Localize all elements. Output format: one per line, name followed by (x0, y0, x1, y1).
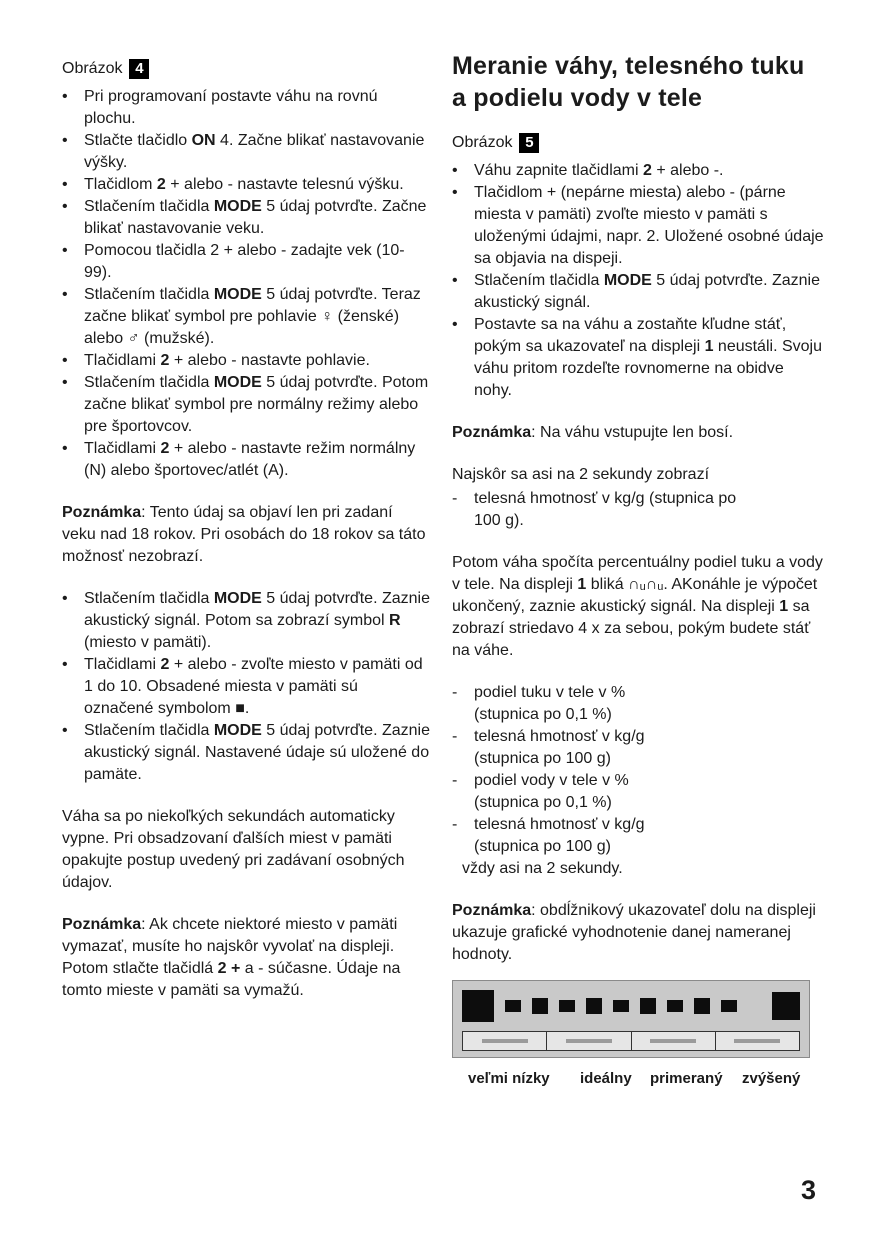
list-item (452, 314, 826, 402)
display-indicator-graphic (452, 980, 810, 1058)
list-item-text: Váhu zapnite tlačidlami 2 + alebo -. (474, 162, 724, 179)
list-item (452, 160, 826, 182)
list-item-text (474, 814, 826, 858)
list-item (62, 240, 430, 284)
bullet-marker: • (62, 722, 68, 739)
list-item (62, 86, 430, 130)
page-title-line1: Meranie váhy, telesného tuku (452, 52, 805, 80)
list-item-text: Postavte sa na váhu a zostaňte kľudne stáť, pokým sa ukazovateľ na displeji 1 neustáli. Svoju váhu pritom rozdeľte rovnomerne na obidve nohy. (474, 316, 822, 399)
list-item-text: Stlačením tlačidla MODE 5 údaj potvrďte. Začne blikať nastavovanie veku. (84, 198, 427, 237)
page-title-line2: a podielu vody v tele (452, 84, 703, 112)
list-item (452, 682, 826, 726)
bullet-marker: • (62, 590, 68, 607)
list-item-line2: 100 g). (474, 512, 524, 529)
list-item (452, 270, 826, 314)
list-item-text (474, 726, 826, 770)
bullet-marker: • (62, 176, 68, 193)
bullet-marker: • (62, 374, 68, 391)
figure-number-badge: 5 (519, 133, 539, 153)
illegible-text (566, 1039, 612, 1043)
bullet-marker: • (62, 352, 68, 369)
list-item (62, 174, 430, 196)
caption-label: zvýšený (742, 1070, 801, 1087)
left-column (62, 58, 430, 1002)
dash-marker: - (452, 684, 458, 701)
list-item (452, 488, 826, 532)
segment-block-icon (532, 998, 548, 1014)
scale-cell (547, 1032, 631, 1050)
calculation-paragraph: Potom váha spočíta percentuálny podiel tuku a vody v tele. Na displeji 1 bliká ∩ᵤ∩ᵤ. AKonáhle je výpočet ukončený, zaznie akustický signál. Na displeji 1 sa zobrazí striedavo 4 x za sebou, pokým budete stáť na váhe. (452, 554, 823, 659)
list-item-text (474, 488, 826, 532)
bullet-marker: • (62, 132, 68, 149)
caption-label: ideálny (580, 1070, 632, 1087)
page-number: 3 (800, 1175, 816, 1205)
list-item (62, 720, 430, 786)
weight-display-list (452, 488, 826, 532)
segment-block-icon (613, 1000, 629, 1012)
bullet-marker: • (452, 316, 458, 333)
segment-block-icon (721, 1000, 737, 1012)
list-item (452, 182, 826, 270)
list-item-line2: (stupnica po 100 g) (474, 750, 611, 767)
list-item-text: Stlačením tlačidla MODE 5 údaj potvrďte. Zaznie akustický signál. (474, 272, 820, 311)
results-list-tail: vždy asi na 2 sekundy. (462, 860, 623, 877)
scale-cell (463, 1032, 547, 1050)
bullet-marker: • (452, 184, 458, 201)
note-paragraph: Poznámka: Ak chcete niektoré miesto v pamäti vymazať, musíte ho najskôr vyvolať na displeji. Potom stlačte tlačidlá 2 + a - súčasne. Údaje na tomto mieste v pamäti sa vymažú. (62, 916, 401, 999)
list-item-text: Stlačením tlačidla MODE 5 údaj potvrďte. Teraz začne blikať symbol pre pohlavie ♀ (ženské) alebo ♂ (mužské). (84, 286, 421, 347)
list-item (452, 814, 826, 858)
segment-block-icon (667, 1000, 683, 1012)
caption-label: veľmi nízky (468, 1070, 550, 1087)
figure-number-badge: 4 (129, 59, 149, 79)
memory-steps-list (62, 588, 430, 786)
list-item (62, 654, 430, 720)
measurement-steps-list (452, 160, 826, 402)
results-list (452, 682, 826, 880)
graphic-caption (452, 1068, 826, 1088)
list-item-text: Pri programovaní postavte váhu na rovnú plochu. (84, 88, 378, 127)
list-item-line1: podiel tuku v tele v % (474, 684, 626, 701)
right-column (452, 50, 826, 1088)
segment-block-icon (772, 992, 800, 1020)
list-item-text: Stlačte tlačidlo ON 4. Začne blikať nastavovanie výšky. (84, 132, 425, 171)
list-item-line1: telesná hmotnosť v kg/g (474, 728, 645, 745)
list-item-text: Pomocou tlačidla 2 + alebo - zadajte vek (10-99). (84, 242, 405, 281)
segment-block-icon (505, 1000, 521, 1012)
note-paragraph: Poznámka: Na váhu vstupujte len bosí. (452, 424, 734, 441)
figure-reference-5 (452, 132, 826, 154)
auto-off-paragraph: Váha sa po niekoľkých sekundách automaticky vypne. Pri obsadzovaní ďalších miest v pamäti opakujte postup uvedený pri zadávaní osobných údajov. (62, 808, 405, 891)
list-item-line2: (stupnica po 0,1 %) (474, 794, 612, 811)
dash-marker: - (452, 816, 458, 833)
bullet-marker: • (62, 440, 68, 457)
bullet-marker: • (62, 88, 68, 105)
list-item-text: Tlačidlom 2 + alebo - nastavte telesnú výšku. (84, 176, 404, 193)
list-item (62, 284, 430, 350)
caption-label: primeraný (650, 1070, 723, 1087)
list-item-text: Tlačidlami 2 + alebo - nastavte režim normálny (N) alebo športovec/atlét (A). (84, 440, 416, 479)
list-item-line1: telesná hmotnosť v kg/g (stupnica po (474, 490, 737, 507)
note-paragraph: Poznámka: obdĺžnikový ukazovateľ dolu na displeji ukazuje grafické vyhodnotenie danej nameranej hodnoty. (452, 902, 816, 963)
bullet-marker: • (62, 656, 68, 673)
list-item-line2: (stupnica po 100 g) (474, 838, 611, 855)
list-item-line2: (stupnica po 0,1 %) (474, 706, 612, 723)
illegible-text (734, 1039, 780, 1043)
list-item-text: Tlačidlami 2 + alebo - zvoľte miesto v pamäti od 1 do 10. Obsadené miesta v pamäti sú označené symbolom ■. (84, 656, 423, 717)
page-title (452, 50, 826, 114)
list-item-line1: telesná hmotnosť v kg/g (474, 816, 645, 833)
segment-block-icon (640, 998, 656, 1014)
segment-block-icon (586, 998, 602, 1014)
segment-block-icon (559, 1000, 575, 1012)
figure-label: Obrázok (62, 60, 123, 77)
list-item (452, 770, 826, 814)
list-item-text: Tlačidlami 2 + alebo - nastavte pohlavie. (84, 352, 370, 369)
list-item-text: Stlačením tlačidla MODE 5 údaj potvrďte. Potom začne blikať symbol pre normálny režimy alebo pre športovcov. (84, 374, 429, 435)
dash-marker: - (452, 772, 458, 789)
list-item-text: Tlačidlom + (nepárne miesta) alebo - (párne miesta v pamäti) zvoľte miesto v pamäti s uloženými údajmi, napr. 2. Uložené osobné údaje sa objavia na dispeji. (474, 184, 824, 267)
list-item (62, 130, 430, 174)
bullet-marker: • (62, 242, 68, 259)
illegible-text (482, 1039, 528, 1043)
segment-block-icon (462, 990, 494, 1022)
list-item-text: Stlačením tlačidla MODE 5 údaj potvrďte. Zaznie akustický signál. Potom sa zobrazí symbol R (miesto v pamäti). (84, 590, 430, 651)
illegible-text (650, 1039, 696, 1043)
scale-cell (632, 1032, 716, 1050)
figure-reference-4 (62, 58, 430, 80)
bullet-marker: • (62, 198, 68, 215)
dash-marker: - (452, 490, 458, 507)
list-item (62, 588, 430, 654)
dash-marker: - (452, 728, 458, 745)
note-paragraph: Poznámka: Tento údaj sa objaví len pri zadaní veku nad 18 rokov. Pri osobách do 18 rokov sa táto možnosť nezobrazí. (62, 504, 426, 565)
list-item-text: Stlačením tlačidla MODE 5 údaj potvrďte. Zaznie akustický signál. Nastavené údaje sú uložené do pamäte. (84, 722, 430, 783)
list-item (62, 350, 430, 372)
list-item (62, 372, 430, 438)
segment-block-icon (694, 998, 710, 1014)
list-item-text (474, 770, 826, 814)
list-item (452, 726, 826, 770)
bullet-marker: • (452, 272, 458, 289)
bullet-marker: • (452, 162, 458, 179)
list-item (62, 196, 430, 240)
list-item-line1: podiel vody v tele v % (474, 772, 629, 789)
intro-paragraph: Najskôr sa asi na 2 sekundy zobrazí (452, 466, 710, 483)
scale-cell (716, 1032, 799, 1050)
bullet-marker: • (62, 286, 68, 303)
list-item-text (474, 682, 826, 726)
figure-label: Obrázok (452, 134, 513, 151)
list-item (62, 438, 430, 482)
display-scale-strip (462, 1031, 800, 1051)
programming-steps-list (62, 86, 430, 482)
display-bar-segments (462, 988, 800, 1024)
